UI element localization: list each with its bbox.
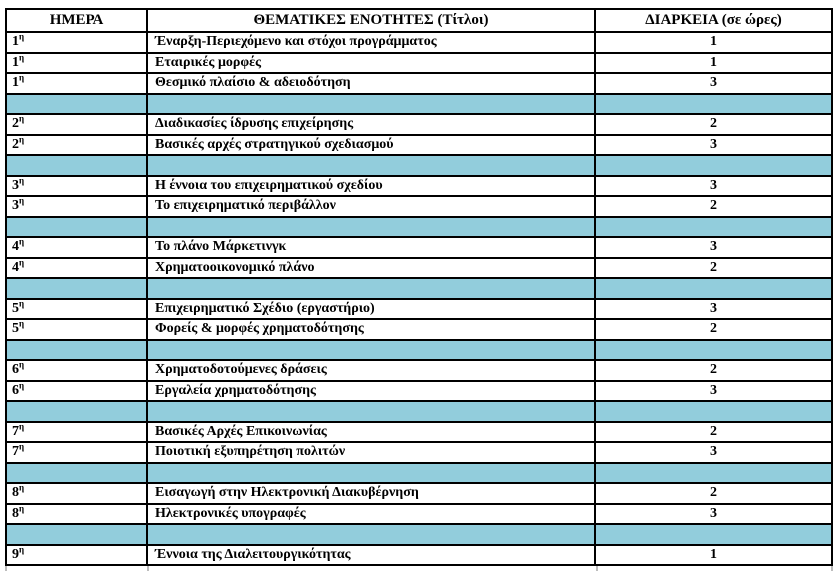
day-number: 2 bbox=[12, 116, 19, 132]
table-row bbox=[6, 504, 832, 525]
topic-cell: Εργαλεία χρηματοδότησης bbox=[147, 381, 595, 402]
topic-cell: Βασικές αρχές στρατηγικού σχεδιασμού bbox=[147, 135, 595, 156]
separator-cell-topic bbox=[147, 401, 595, 422]
day-ordinal-suffix: η bbox=[19, 114, 25, 124]
day-ordinal-suffix: η bbox=[19, 503, 25, 514]
day-ordinal-suffix: η bbox=[19, 32, 25, 42]
hours-cell: 1 bbox=[595, 32, 832, 53]
day-number: 5 bbox=[12, 300, 19, 316]
day-ordinal-suffix: η bbox=[19, 483, 25, 493]
day-ordinal-suffix: η bbox=[19, 196, 25, 206]
day-cell bbox=[6, 73, 147, 94]
separator-row bbox=[6, 94, 832, 115]
day-cell bbox=[6, 442, 147, 463]
day-number: 4 bbox=[12, 259, 19, 275]
day-number: 6 bbox=[12, 382, 19, 398]
topic-cell: Φορείς & μορφές χρηματοδότησης bbox=[147, 319, 595, 340]
day-cell bbox=[6, 422, 147, 443]
separator-cell-hours bbox=[595, 217, 832, 238]
topic-cell: Ποιοτική εξυπηρέτηση πολιτών bbox=[147, 442, 595, 463]
separator-cell-hours bbox=[595, 94, 832, 115]
separator-cell-topic bbox=[147, 463, 595, 484]
day-cell bbox=[6, 360, 147, 381]
column-header-duration: ΔΙΑΡΚΕΙΑ (σε ώρες) bbox=[595, 9, 832, 32]
day-cell bbox=[6, 483, 147, 504]
separator-cell-day bbox=[6, 94, 147, 115]
day-cell bbox=[6, 381, 147, 402]
table-row bbox=[6, 381, 832, 402]
separator-cell-hours bbox=[595, 401, 832, 422]
topic-cell: Το επιχειρηματικό περιβάλλον bbox=[147, 196, 595, 217]
separator-cell-day bbox=[6, 524, 147, 545]
day-cell bbox=[6, 32, 147, 53]
topic-cell: Το πλάνο Μάρκετινγκ bbox=[147, 237, 595, 258]
table-row bbox=[6, 422, 832, 443]
table-row bbox=[6, 299, 832, 320]
day-cell bbox=[6, 196, 147, 217]
hours-cell: 3 bbox=[595, 299, 832, 320]
day-cell bbox=[6, 319, 147, 340]
hours-cell: 3 bbox=[595, 73, 832, 94]
table-body bbox=[6, 32, 832, 565]
day-ordinal-suffix: η bbox=[19, 298, 25, 309]
table-row bbox=[6, 196, 832, 217]
day-ordinal-suffix: η bbox=[19, 380, 25, 391]
table-row bbox=[6, 114, 832, 135]
day-number: 9 bbox=[12, 546, 19, 562]
separator-cell-hours bbox=[595, 340, 832, 361]
separator-row bbox=[6, 340, 832, 361]
day-number: 1 bbox=[12, 75, 19, 91]
hours-cell: 3 bbox=[595, 381, 832, 402]
day-number: 6 bbox=[12, 362, 19, 378]
day-number: 5 bbox=[12, 321, 19, 337]
table-row bbox=[6, 442, 832, 463]
separator-cell-hours bbox=[595, 463, 832, 484]
day-cell bbox=[6, 114, 147, 135]
cutoff-border-left bbox=[5, 566, 7, 571]
table-row bbox=[6, 135, 832, 156]
day-ordinal-suffix: η bbox=[19, 134, 25, 145]
day-ordinal-suffix: η bbox=[19, 421, 25, 432]
topic-cell: Βασικές Αρχές Επικοινωνίας bbox=[147, 422, 595, 443]
hours-cell: 3 bbox=[595, 135, 832, 156]
hours-cell: 3 bbox=[595, 442, 832, 463]
separator-cell-day bbox=[6, 155, 147, 176]
separator-row bbox=[6, 217, 832, 238]
separator-cell-hours bbox=[595, 524, 832, 545]
separator-cell-day bbox=[6, 463, 147, 484]
day-cell bbox=[6, 53, 147, 74]
separator-cell-day bbox=[6, 278, 147, 299]
cutoff-border-divider-2 bbox=[596, 566, 598, 571]
table-row bbox=[6, 176, 832, 197]
separator-cell-hours bbox=[595, 155, 832, 176]
cutoff-border-divider-1 bbox=[147, 566, 149, 571]
separator-cell-topic bbox=[147, 340, 595, 361]
day-ordinal-suffix: η bbox=[19, 73, 25, 83]
separator-row bbox=[6, 155, 832, 176]
course-schedule-table bbox=[5, 8, 833, 566]
day-ordinal-suffix: η bbox=[19, 175, 25, 186]
day-number: 1 bbox=[12, 54, 19, 70]
separator-cell-day bbox=[6, 401, 147, 422]
day-number: 4 bbox=[12, 239, 19, 255]
separator-cell-topic bbox=[147, 94, 595, 115]
hours-cell: 2 bbox=[595, 114, 832, 135]
table-row bbox=[6, 319, 832, 340]
day-number: 2 bbox=[12, 136, 19, 152]
column-header-day: ΗΜΕΡΑ bbox=[6, 9, 147, 32]
day-cell bbox=[6, 237, 147, 258]
separator-cell-hours bbox=[595, 278, 832, 299]
topic-cell: Θεσμικό πλαίσιο & αδειοδότηση bbox=[147, 73, 595, 94]
table-row bbox=[6, 53, 832, 74]
day-ordinal-suffix: η bbox=[19, 237, 25, 247]
day-ordinal-suffix: η bbox=[19, 52, 25, 63]
day-ordinal-suffix: η bbox=[19, 360, 25, 370]
day-number: 7 bbox=[12, 423, 19, 439]
day-cell bbox=[6, 176, 147, 197]
hours-cell: 2 bbox=[595, 196, 832, 217]
table-row bbox=[6, 73, 832, 94]
separator-row bbox=[6, 463, 832, 484]
hours-cell: 1 bbox=[595, 53, 832, 74]
hours-cell: 2 bbox=[595, 319, 832, 340]
table-header-row bbox=[6, 9, 832, 32]
day-cell bbox=[6, 258, 147, 279]
day-ordinal-suffix: η bbox=[19, 319, 25, 329]
day-ordinal-suffix: η bbox=[19, 544, 25, 555]
separator-cell-day bbox=[6, 217, 147, 238]
topic-cell: Εισαγωγή στην Ηλεκτρονική Διακυβέρνηση bbox=[147, 483, 595, 504]
topic-cell: Έννοια της Διαλειτουργικότητας bbox=[147, 545, 595, 566]
day-cell bbox=[6, 504, 147, 525]
topic-cell: Χρηματοδοτούμενες δράσεις bbox=[147, 360, 595, 381]
day-number: 7 bbox=[12, 444, 19, 460]
separator-row bbox=[6, 401, 832, 422]
day-ordinal-suffix: η bbox=[19, 257, 25, 268]
day-cell bbox=[6, 545, 147, 566]
table-row bbox=[6, 258, 832, 279]
day-cell bbox=[6, 299, 147, 320]
table-row bbox=[6, 360, 832, 381]
day-cell bbox=[6, 135, 147, 156]
hours-cell: 3 bbox=[595, 176, 832, 197]
day-number: 3 bbox=[12, 177, 19, 193]
table-row bbox=[6, 32, 832, 53]
separator-cell-day bbox=[6, 340, 147, 361]
topic-cell: Έναρξη-Περιεχόμενο και στόχοι προγράμματος bbox=[147, 32, 595, 53]
day-number: 3 bbox=[12, 198, 19, 214]
hours-cell: 2 bbox=[595, 258, 832, 279]
separator-cell-topic bbox=[147, 524, 595, 545]
hours-cell: 3 bbox=[595, 504, 832, 525]
separator-cell-topic bbox=[147, 278, 595, 299]
separator-cell-topic bbox=[147, 155, 595, 176]
cutoff-border-right bbox=[831, 566, 833, 571]
topic-cell: Εταιρικές μορφές bbox=[147, 53, 595, 74]
topic-cell: Ηλεκτρονικές υπογραφές bbox=[147, 504, 595, 525]
separator-row bbox=[6, 278, 832, 299]
hours-cell: 1 bbox=[595, 545, 832, 566]
table-row bbox=[6, 483, 832, 504]
topic-cell: Η έννοια του επιχειρηματικού σχεδίου bbox=[147, 176, 595, 197]
hours-cell: 2 bbox=[595, 483, 832, 504]
topic-cell: Επιχειρηματικό Σχέδιο (εργαστήριο) bbox=[147, 299, 595, 320]
separator-cell-topic bbox=[147, 217, 595, 238]
day-ordinal-suffix: η bbox=[19, 442, 25, 452]
day-number: 8 bbox=[12, 505, 19, 521]
hours-cell: 2 bbox=[595, 360, 832, 381]
topic-cell: Διαδικασίες ίδρυσης επιχείρησης bbox=[147, 114, 595, 135]
topic-cell: Χρηματοοικονομικό πλάνο bbox=[147, 258, 595, 279]
day-number: 1 bbox=[12, 34, 19, 50]
table-row bbox=[6, 545, 832, 566]
day-number: 8 bbox=[12, 485, 19, 501]
hours-cell: 3 bbox=[595, 237, 832, 258]
column-header-topics: ΘΕΜΑΤΙΚΕΣ ΕΝΟΤΗΤΕΣ (Τίτλοι) bbox=[147, 9, 595, 32]
table-row bbox=[6, 237, 832, 258]
hours-cell: 2 bbox=[595, 422, 832, 443]
separator-row bbox=[6, 524, 832, 545]
